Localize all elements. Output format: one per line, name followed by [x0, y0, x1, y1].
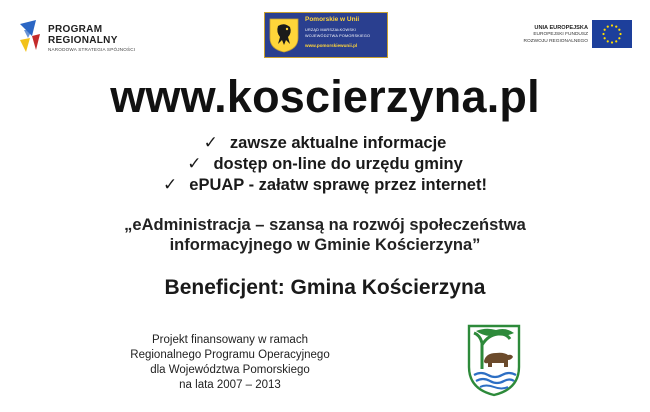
eu-star-icon — [611, 24, 613, 26]
funding-line4: na lata 2007 – 2013 — [179, 379, 281, 391]
website-url-headline: www.koscierzyna.pl — [110, 71, 540, 122]
pomorskie-url: www.pomorskiewunii.pl — [305, 43, 358, 48]
program-regionalny-line1: PROGRAM — [48, 24, 103, 35]
bullet-text: ePUAP - załatw sprawę przez internet! — [189, 176, 487, 194]
funding-line2: Regionalnego Programu Operacyjnego — [130, 349, 330, 361]
bullet-item — [0, 154, 650, 174]
bullet-item — [0, 175, 650, 195]
pomorskie-subtitle-2: WOJEWÓDZTWA POMORSKIEGO — [305, 34, 371, 38]
project-title-line2: informacyjnego w Gminie Kościerzyna” — [169, 236, 481, 254]
eu-star-icon — [619, 33, 621, 35]
beneficiary-heading: Beneficjent: Gmina Kościerzyna — [164, 276, 486, 299]
eu-star-icon — [618, 37, 620, 39]
pomorskie-title: Pomorskie w Unii — [305, 16, 360, 23]
eu-star-icon — [611, 41, 613, 43]
ue-line2: EUROPEJSKI FUNDUSZ — [533, 32, 588, 37]
checkmark-icon: ✓ — [187, 154, 202, 173]
program-regionalny-line3: NARODOWA STRATEGIA SPÓJNOŚCI — [48, 47, 136, 52]
eu-star-icon — [602, 33, 604, 35]
eu-star-icon — [615, 26, 617, 28]
funding-line1: Projekt finansowany w ramach — [152, 334, 308, 346]
eu-star-icon — [604, 37, 606, 39]
checkmark-icon: ✓ — [203, 133, 218, 152]
eu-star-icon — [604, 29, 606, 31]
ue-line1: UNIA EUROPEJSKA — [534, 25, 588, 31]
eu-flag-icon — [592, 20, 632, 48]
project-title-line1: „eAdministracja – szansą na rozwój społeczeństwa — [124, 216, 526, 234]
unia-europejska-logo — [508, 20, 632, 52]
gmina-koscierzyna-crest-icon — [466, 323, 522, 397]
pomorskie-subtitle-1: URZĄD MARSZAŁKOWSKI — [305, 28, 357, 32]
checkmark-icon: ✓ — [163, 175, 178, 194]
bullet-text: dostęp on-line do urzędu gminy — [213, 155, 463, 173]
ue-line3: ROZWOJU REGIONALNEGO — [523, 38, 588, 44]
bullet-item — [0, 133, 650, 153]
eu-star-icon — [607, 40, 609, 42]
program-regionalny-line2: REGIONALNY — [48, 35, 118, 46]
bullet-text: zawsze aktualne informacje — [229, 134, 447, 152]
pomorskie-crest-icon — [269, 18, 299, 53]
eu-star-icon — [615, 40, 617, 42]
funding-note — [110, 333, 350, 393]
eu-star-icon — [607, 26, 609, 28]
pomorskie-w-unii-logo — [264, 12, 388, 58]
eu-star-icon — [618, 29, 620, 31]
program-regionalny-mark-icon — [18, 16, 42, 54]
program-regionalny-logo — [18, 14, 168, 58]
funding-line3: dla Województwa Pomorskiego — [150, 364, 310, 376]
